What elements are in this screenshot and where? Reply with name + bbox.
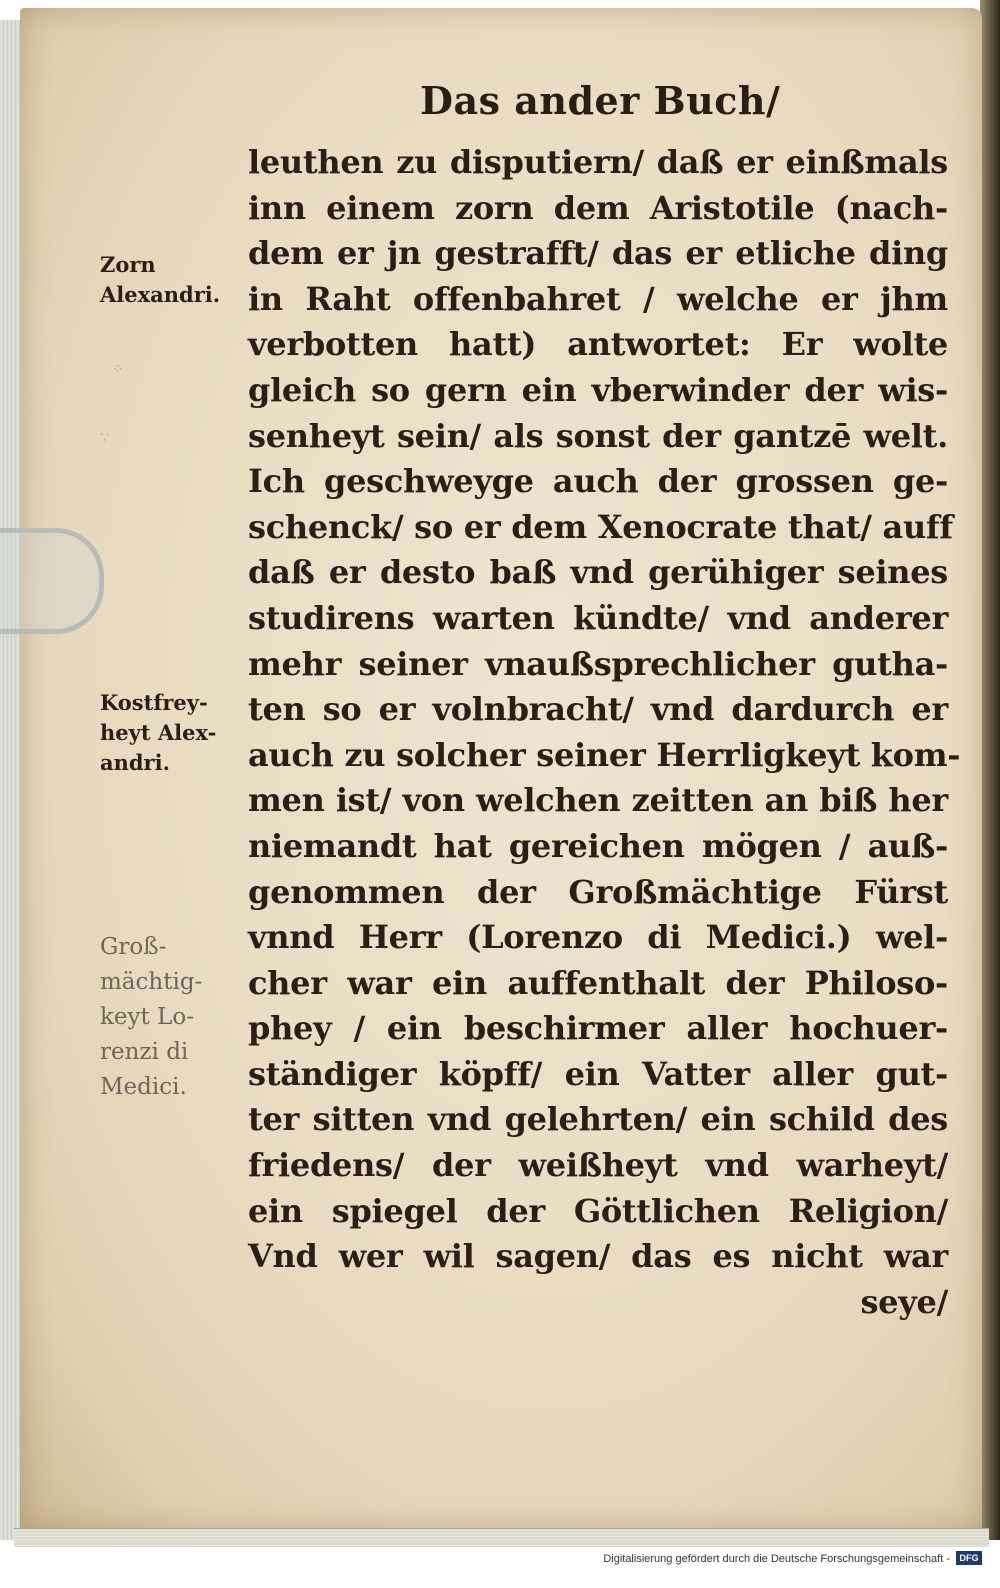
book-spine-shadow <box>980 0 1000 1540</box>
text-line: genommen der Großmächtige Fürst <box>248 872 948 911</box>
text-line: phey / ein beschirmer aller hochuer- <box>248 1009 948 1048</box>
page-holder-clip <box>0 528 104 634</box>
marginal-note-line: renzi di <box>100 1039 189 1065</box>
text-line: dem er jn gestrafft/ das er etliche ding <box>248 234 948 273</box>
marginal-note-line: andri. <box>100 750 170 775</box>
text-line: inn einem zorn dem Aristotile (nach- <box>248 188 948 227</box>
text-line: auch zu solcher seiner Herrligkeyt kom- <box>248 735 961 774</box>
marginal-note-line: mächtig- <box>100 969 203 995</box>
dfg-logo: DFG <box>956 1551 982 1565</box>
marginal-note-grossmaechtigkeyt <box>100 930 202 1105</box>
catchword-line: seye/ <box>860 1282 948 1321</box>
marginal-note-line: Alexandri. <box>100 282 221 307</box>
text-line: daß er desto baß vnd gerühiger seines <box>248 553 948 592</box>
marginal-note-line: Zorn <box>100 252 156 277</box>
text-line: Ich geschweyge auch der grossen ge- <box>248 462 948 501</box>
marginal-note-kostfreyheyt <box>100 688 216 778</box>
text-line: men ist/ von welchen zeitten an biß her <box>248 781 948 820</box>
text-line: senheyt sein/ als sonst der gantzē welt. <box>248 416 948 455</box>
body-text <box>248 140 961 1325</box>
digitization-credit: Digitalisierung gefördert durch die Deutsche Forschungsgemeinschaft - <box>603 1553 950 1565</box>
text-line: studirens warten kündte/ vnd anderer <box>248 598 948 637</box>
text-line: verbotten hatt) antwortet: Er wolte <box>248 325 948 364</box>
marginal-note-zorn <box>100 250 220 310</box>
text-line: ten so er volnbracht/ vnd dardurch er <box>248 690 948 729</box>
text-line: friedens/ der weißheyt vnd warheyt/ <box>248 1146 948 1185</box>
marginal-note-line: Groß- <box>100 934 167 960</box>
text-line: in Raht offenbahret / welche er jhm <box>248 279 948 318</box>
text-line: ter sitten vnd gelehrten/ ein schild des <box>248 1100 948 1139</box>
marginal-note-line: keyt Lo- <box>100 1004 194 1030</box>
text-line: ein spiegel der Göttlichen Religion/ <box>248 1191 948 1230</box>
text-line: ständiger köpff/ ein Vatter aller gut- <box>248 1054 948 1093</box>
ink-speck: ∵ <box>100 430 109 446</box>
text-line: cher war ein auffenthalt der Philoso- <box>248 963 948 1002</box>
ink-speck: ⁘ <box>112 362 124 378</box>
book-page-edges-bottom <box>14 1528 989 1547</box>
marginal-note-line: Medici. <box>100 1074 187 1100</box>
text-line: gleich so gern ein vberwinder der wis- <box>248 370 948 409</box>
running-head: Das ander Buch/ <box>420 78 781 123</box>
marginal-note-line: heyt Alex- <box>100 720 217 745</box>
text-line: niemandt hat gereichen mögen / auß- <box>248 826 948 865</box>
text-line: leuthen zu disputiern/ daß er einßmals <box>248 143 948 181</box>
text-line: Vnd wer wil sagen/ das es nicht war <box>248 1237 948 1276</box>
text-line: mehr seiner vnaußsprechlicher gutha- <box>248 644 948 683</box>
text-line: schenck/ so er dem Xenocrate that/ auff <box>248 507 953 546</box>
text-line: vnnd Herr (Lorenzo di Medici.) wel- <box>248 918 948 957</box>
marginal-note-line: Kostfrey- <box>100 690 208 715</box>
